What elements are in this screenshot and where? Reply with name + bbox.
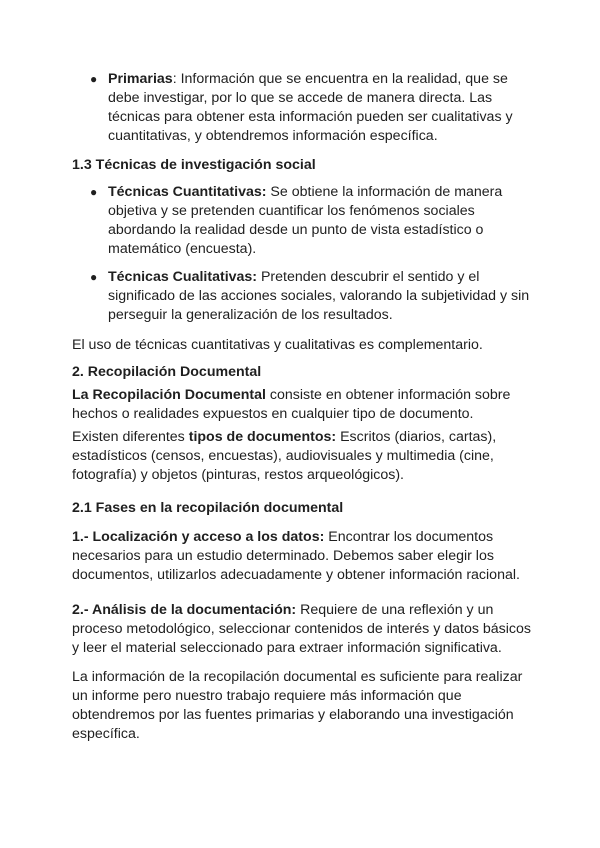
bullet-icon: ● xyxy=(90,185,98,199)
list-item xyxy=(72,70,532,146)
item-text: : Información que se encuentra en la realidad, que se debe investigar, por lo que se accede de manera directa. Las técnicas para obtener esta información pueden ser cualitativas y cuantitativas, y obtendremos información específica. xyxy=(108,71,513,144)
list-item xyxy=(72,183,532,259)
paragraph-tipos xyxy=(72,428,532,485)
paragraph-text: Existen diferentes xyxy=(72,429,189,445)
bold-term: 1.- Localización y acceso a los datos: xyxy=(72,529,325,545)
paragraph-text: consiste en obtener información sobre hechos o realidades expuestos en cualquier tipo de documento. xyxy=(72,387,511,422)
paragraph-text: Encontrar los documentos necesarios para un estudio determinado. Debemos saber elegir los documentos, utilizarlos adecuadamente y obtener información racional. xyxy=(72,529,520,583)
bullet-icon: ● xyxy=(90,72,98,86)
primarias-list xyxy=(72,70,532,146)
bold-term: La Recopilación Documental xyxy=(72,387,266,403)
heading-2: 2. Recopilación Documental xyxy=(72,364,262,380)
paragraph-fase-1 xyxy=(72,528,532,585)
item-text: Pretenden descubrir el sentido y el significado de las acciones sociales, valorando la subjetividad y sin perseguir la generalización de los resultados. xyxy=(108,269,530,323)
bold-term: 2.- Análisis de la documentación: xyxy=(72,602,297,618)
paragraph-final: La información de la recopilación documental es suficiente para realizar un informe pero nuestro trabajo requiere más información que obtendremos por las fuentes primarias y elaborando una investigación específica. xyxy=(72,669,523,742)
paragraph-text: Requiere de una reflexión y un proceso metodológico, seleccionar contenidos de interés y datos básicos y leer el material seleccionado para extraer información significativa. xyxy=(72,602,531,656)
heading-2-1: 2.1 Fases en la recopilación documental xyxy=(72,500,344,516)
bold-term: tipos de documentos: xyxy=(188,429,337,445)
paragraph-text: Escritos (diarios, cartas), estadísticos (censos, encuestas), audiovisuales y multimedia (cine, fotografía) y objetos (pinturas, restos arqueológicos). xyxy=(72,429,497,483)
bullet-icon: ● xyxy=(90,270,98,284)
list-item xyxy=(72,268,532,325)
item-term: Técnicas Cualitativas: xyxy=(108,269,258,285)
item-text: Se obtiene la información de manera objetiva y se pretenden cuantificar los fenómenos sociales abordando la realidad desde un punto de vista estadístico o matemático (encuesta). xyxy=(108,184,503,257)
item-term: Primarias xyxy=(108,71,173,87)
heading-1-3: 1.3 Técnicas de investigación social xyxy=(72,157,316,173)
tecnicas-list xyxy=(72,183,532,325)
paragraph-recopilacion xyxy=(72,386,532,424)
paragraph-complementario: El uso de técnicas cuantitativas y cualitativas es complementario. xyxy=(72,337,483,353)
paragraph-fase-2 xyxy=(72,601,532,658)
document-page xyxy=(72,70,532,744)
item-term: Técnicas Cuantitativas: xyxy=(108,184,267,200)
